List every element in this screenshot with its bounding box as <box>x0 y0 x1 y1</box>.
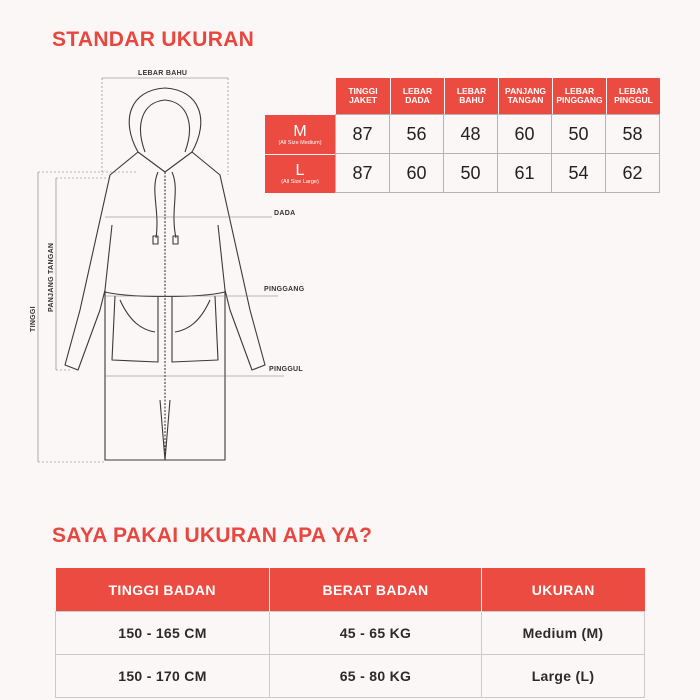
value-cell: 61 <box>498 154 552 193</box>
header-panjang-tangan: PANJANG TANGAN <box>498 78 552 114</box>
value-cell: 50 <box>444 154 498 193</box>
cell-berat-badan: 45 - 65 KG <box>269 612 481 655</box>
header-lebar-pinggang: LEBAR PINGGANG <box>552 78 606 114</box>
cell-berat-badan: 65 - 80 KG <box>269 655 481 698</box>
label-panjang-tangan: PANJANG TANGAN <box>48 242 55 312</box>
label-pinggul: PINGGUL <box>269 366 303 373</box>
page-title: STANDAR UKURAN <box>52 28 255 51</box>
value-cell: 56 <box>390 114 444 154</box>
label-lebar-bahu: LEBAR BAHU <box>138 70 188 77</box>
cell-tinggi-badan: 150 - 170 CM <box>56 655 270 698</box>
value-cell: 50 <box>552 114 606 154</box>
header-lebar-bahu: LEBAR BAHU <box>444 78 498 114</box>
size-chart-table <box>265 78 660 193</box>
section-question-heading: SAYA PAKAI UKURAN APA YA? <box>52 524 373 547</box>
header-lebar-dada: LEBAR DADA <box>390 78 444 114</box>
cell-ukuran: Medium (M) <box>482 612 645 655</box>
header-tinggi-badan: TINGGI BADAN <box>56 568 270 612</box>
size-row-l <box>265 154 660 193</box>
label-dada: DADA <box>274 210 296 217</box>
value-cell: 54 <box>552 154 606 193</box>
header-lebar-pinggul: LEBAR PINGGUL <box>606 78 660 114</box>
header-berat-badan: BERAT BADAN <box>269 568 481 612</box>
value-cell: 58 <box>606 114 660 154</box>
value-cell: 48 <box>444 114 498 154</box>
label-tinggi: TINGGI <box>30 306 37 332</box>
table-row <box>56 612 645 655</box>
header-ukuran: UKURAN <box>482 568 645 612</box>
label-pinggang: PINGGANG <box>264 286 305 293</box>
size-row-m <box>265 114 660 154</box>
size-label-l: L (All Size Large) <box>265 154 335 193</box>
cell-ukuran: Large (L) <box>482 655 645 698</box>
size-recommendation-table <box>55 568 645 698</box>
header-tinggi-jaket: TINGGI JAKET <box>335 78 390 114</box>
value-cell: 87 <box>335 154 390 193</box>
cell-tinggi-badan: 150 - 165 CM <box>56 612 270 655</box>
value-cell: 60 <box>498 114 552 154</box>
rec-header-row <box>56 568 645 612</box>
value-cell: 62 <box>606 154 660 193</box>
value-cell: 87 <box>335 114 390 154</box>
size-header-row <box>265 78 660 114</box>
header-corner <box>265 78 335 114</box>
size-label-m: M (All Size Medium) <box>265 114 335 154</box>
table-row <box>56 655 645 698</box>
value-cell: 60 <box>390 154 444 193</box>
